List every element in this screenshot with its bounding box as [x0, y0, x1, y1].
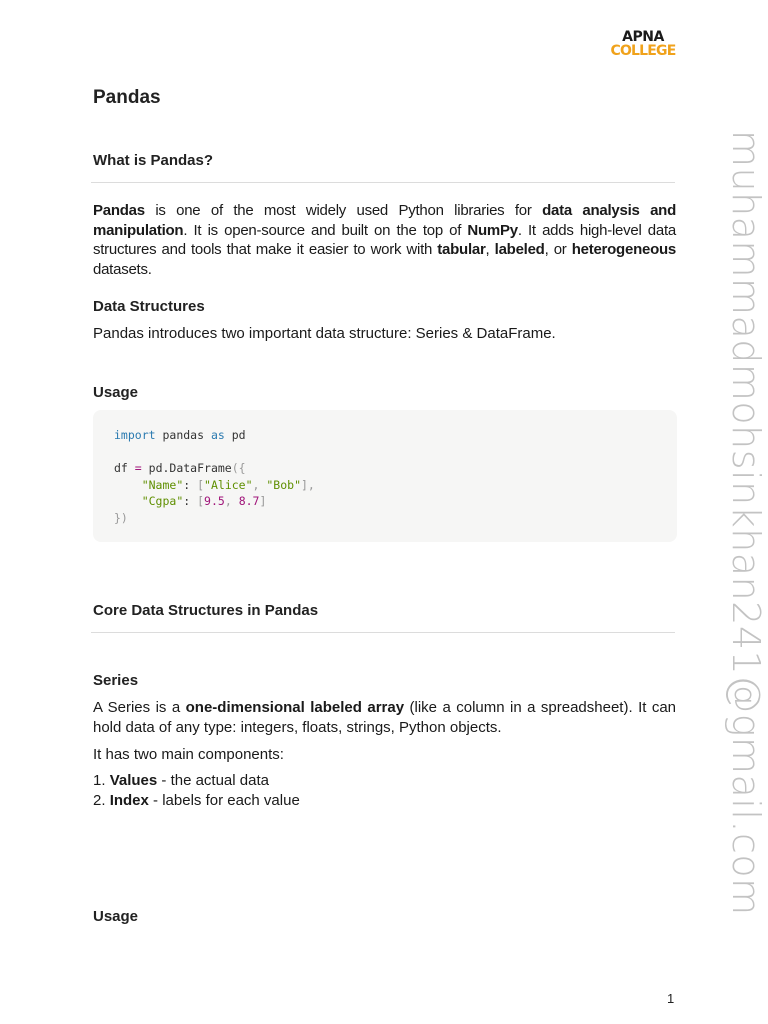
section-divider — [91, 632, 675, 633]
page-title: Pandas — [93, 87, 161, 108]
apna-college-logo — [610, 30, 676, 58]
email-watermark: muhammadmohsinkhan241@gmail.com — [724, 130, 768, 916]
heading-data-structures: Data Structures — [93, 298, 205, 315]
components-list — [93, 771, 300, 810]
list-item: 1. Values - the actual data — [93, 772, 269, 789]
heading-usage-series: Usage — [93, 908, 139, 925]
logo-text-bottom: COLLEGE — [610, 43, 676, 59]
code-content: import pandas as pd df = pd.DataFrame({ "Name": ["Alice", "Bob"], "Cgpa": [9.5, 8.7] }) — [114, 428, 315, 525]
page-number: 1 — [667, 991, 675, 1006]
paragraph-components: It has two main components: — [93, 746, 284, 763]
paragraph-data-structures: Pandas introduces two important data structure: Series & DataFrame. — [93, 325, 556, 342]
heading-what-is-pandas: What is Pandas? — [93, 152, 214, 169]
list-item: 2. Index - labels for each value — [93, 791, 300, 809]
code-block — [93, 410, 677, 542]
logo-text-top: APNA — [622, 29, 664, 45]
heading-usage: Usage — [93, 384, 139, 401]
heading-core-data-structures: Core Data Structures in Pandas — [93, 602, 319, 619]
heading-series: Series — [93, 672, 139, 689]
paragraph-series: A Series is a one-dimensional labeled array (like a column in a spreadsheet). It can hold data of any type: integers, floats, strings, Python objects. — [93, 699, 677, 736]
section-divider — [91, 182, 675, 183]
paragraph-what-is-pandas: Pandas is one of the most widely used Python libraries for data analysis and manipulation. It is open-source and built on the top of NumPy. It adds high-level data structures and tools that make it easier to work with tabular, labeled, or heterogeneous datasets. — [93, 202, 677, 278]
